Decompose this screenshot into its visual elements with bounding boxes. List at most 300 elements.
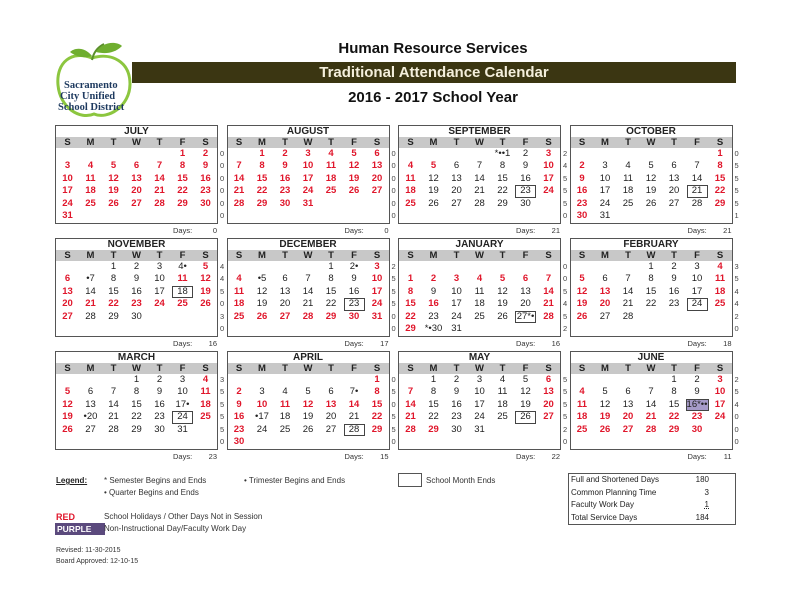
day-number: 8 bbox=[110, 273, 117, 285]
day-cell bbox=[148, 273, 171, 285]
day-number: 26 bbox=[645, 197, 657, 209]
day-number: 30 bbox=[348, 310, 360, 322]
day-number: 8 bbox=[671, 386, 677, 398]
day-number: 20 bbox=[622, 411, 634, 423]
day-number: 24 bbox=[256, 423, 268, 435]
week-count: 0 bbox=[220, 161, 225, 171]
day-number: •20 bbox=[83, 411, 98, 423]
weekday-header bbox=[56, 250, 217, 261]
day-number: 24 bbox=[177, 411, 188, 423]
day-number: 10 bbox=[543, 160, 554, 172]
day-number: 16 bbox=[428, 298, 439, 310]
weekday-label: M bbox=[429, 137, 438, 148]
week-count: 0 bbox=[391, 323, 396, 333]
empty-cell bbox=[366, 436, 389, 448]
day-number: 26 bbox=[576, 310, 588, 322]
week-row bbox=[228, 286, 389, 298]
day-number: 14 bbox=[108, 398, 119, 410]
day-number: 14 bbox=[302, 285, 314, 297]
weekday-label: S bbox=[235, 250, 243, 261]
day-number: 25 bbox=[576, 423, 588, 435]
day-number: 22 bbox=[131, 411, 142, 423]
weekday-label: S bbox=[64, 250, 71, 261]
week-row bbox=[571, 386, 732, 398]
day-cell bbox=[366, 424, 389, 436]
day-number: 8 bbox=[179, 160, 186, 172]
day-cell bbox=[194, 386, 217, 398]
weekday-label: W bbox=[475, 363, 484, 374]
day-number: 2 bbox=[202, 148, 209, 159]
summary-value: 184 bbox=[695, 512, 709, 522]
weekday-label: S bbox=[578, 137, 586, 148]
day-cell bbox=[399, 198, 422, 210]
day-number: 4 bbox=[87, 160, 94, 172]
day-number: 31 bbox=[474, 423, 485, 435]
day-number: 1 bbox=[133, 374, 140, 385]
day-cell bbox=[709, 374, 732, 386]
day-number: 4 bbox=[476, 273, 483, 285]
week-count: 3 bbox=[220, 375, 225, 384]
day-cell bbox=[594, 173, 617, 185]
days-label: Days: bbox=[344, 339, 364, 348]
day-number: 23 bbox=[131, 298, 142, 310]
month-days-total bbox=[688, 226, 732, 236]
board-approved-date: Board Approved: 12-10-15 bbox=[56, 558, 139, 565]
day-cell bbox=[617, 399, 640, 411]
day-cell bbox=[468, 198, 491, 210]
day-number: 17 bbox=[371, 285, 383, 297]
day-cell bbox=[663, 160, 686, 172]
day-cell bbox=[125, 399, 148, 411]
empty-cell bbox=[537, 436, 560, 448]
week-count: 0 bbox=[391, 210, 396, 220]
day-cell bbox=[422, 399, 445, 411]
day-number: 18 bbox=[576, 411, 588, 423]
weekday-label: S bbox=[545, 363, 552, 374]
day-cell bbox=[297, 173, 320, 185]
empty-cell bbox=[709, 436, 732, 448]
day-cell bbox=[56, 173, 79, 185]
legend-purple-label: PURPLE bbox=[55, 523, 105, 535]
day-cell bbox=[709, 273, 732, 285]
day-cell bbox=[445, 160, 468, 172]
week-count: 5 bbox=[563, 387, 568, 397]
day-number: 2 bbox=[236, 386, 242, 398]
days-label: Days: bbox=[687, 452, 707, 461]
weekday-label: W bbox=[132, 363, 141, 374]
day-number: 25 bbox=[622, 197, 634, 209]
weekday-label: M bbox=[258, 363, 266, 374]
day-number: 22 bbox=[325, 298, 337, 310]
day-number: 9 bbox=[282, 160, 288, 172]
day-cell bbox=[514, 160, 537, 172]
empty-cell bbox=[320, 210, 343, 222]
week-row bbox=[56, 399, 217, 411]
empty-cell bbox=[251, 436, 274, 448]
weekday-label: M bbox=[258, 137, 266, 148]
day-number: 11 bbox=[497, 386, 508, 398]
week-count: 4 bbox=[734, 299, 739, 309]
empty-cell bbox=[228, 374, 251, 386]
page-title: Human Resource Services bbox=[338, 40, 528, 57]
day-cell bbox=[125, 298, 148, 310]
day-number: 2 bbox=[522, 148, 529, 159]
day-number: 25 bbox=[233, 310, 245, 322]
empty-cell bbox=[297, 323, 320, 335]
day-number: 26 bbox=[497, 310, 508, 322]
weekday-label: W bbox=[646, 250, 656, 261]
day-number: 19 bbox=[428, 185, 439, 197]
week-row bbox=[571, 198, 732, 210]
empty-cell bbox=[617, 374, 640, 386]
weekday-header bbox=[571, 250, 732, 261]
week-row bbox=[399, 148, 560, 160]
day-cell bbox=[640, 185, 663, 197]
month-end-day-cell bbox=[514, 411, 537, 423]
day-cell bbox=[663, 185, 686, 197]
week-count: 5 bbox=[391, 286, 396, 296]
empty-cell bbox=[491, 424, 514, 436]
day-cell bbox=[399, 424, 422, 436]
week-row bbox=[56, 173, 217, 185]
day-number: 10 bbox=[474, 386, 485, 398]
week-row bbox=[571, 210, 732, 222]
empty-cell bbox=[491, 261, 514, 273]
day-cell bbox=[102, 261, 125, 273]
day-number: 2 bbox=[430, 273, 437, 285]
logo-text-line: Sacramento bbox=[64, 80, 118, 91]
week-count: 0 bbox=[734, 412, 739, 422]
month-name: APRIL bbox=[293, 352, 323, 363]
day-number: 11 bbox=[623, 172, 633, 184]
day-number: 22 bbox=[645, 298, 657, 310]
day-cell bbox=[422, 286, 445, 298]
week-row bbox=[228, 386, 389, 398]
month-days-total bbox=[688, 339, 732, 349]
days-label: Days: bbox=[516, 452, 536, 461]
empty-cell bbox=[422, 436, 445, 448]
day-cell bbox=[468, 160, 491, 172]
day-number: 20 bbox=[668, 185, 680, 197]
empty-cell bbox=[686, 436, 709, 448]
day-number: 14 bbox=[233, 172, 245, 184]
empty-cell bbox=[594, 261, 617, 273]
day-number: 9 bbox=[430, 285, 437, 297]
day-number: 23 bbox=[279, 185, 291, 197]
day-cell bbox=[228, 160, 251, 172]
weekday-label: S bbox=[407, 363, 414, 374]
weekday-label: T bbox=[625, 250, 631, 261]
day-number: 22 bbox=[497, 185, 508, 197]
day-number: 18 bbox=[474, 298, 485, 310]
day-cell bbox=[228, 273, 251, 285]
legend-semester: * Semester Begins and Ends bbox=[104, 476, 207, 485]
day-cell bbox=[686, 386, 709, 398]
day-number: *•30 bbox=[424, 322, 443, 334]
day-number: 26 bbox=[108, 197, 119, 209]
day-number: 15 bbox=[405, 298, 416, 310]
empty-cell bbox=[537, 424, 560, 436]
month-calendar bbox=[227, 125, 390, 224]
day-cell bbox=[194, 160, 217, 172]
week-row bbox=[571, 311, 732, 323]
day-number: 21 bbox=[108, 411, 119, 423]
day-number: 3 bbox=[694, 261, 700, 272]
week-count: 5 bbox=[734, 186, 739, 196]
month-end-day-cell bbox=[514, 311, 537, 323]
day-cell bbox=[594, 286, 617, 298]
day-cell bbox=[709, 298, 732, 310]
day-number: 25 bbox=[177, 298, 188, 310]
week-row bbox=[228, 160, 389, 172]
day-cell bbox=[686, 424, 709, 436]
day-cell bbox=[251, 424, 274, 436]
empty-cell bbox=[399, 374, 422, 386]
day-cell bbox=[399, 386, 422, 398]
empty-cell bbox=[274, 374, 297, 386]
day-cell bbox=[663, 298, 686, 310]
day-cell bbox=[79, 411, 102, 423]
day-number: 4 bbox=[328, 148, 334, 159]
day-cell bbox=[148, 386, 171, 398]
weekday-label: F bbox=[179, 363, 186, 374]
day-cell bbox=[594, 311, 617, 323]
empty-cell bbox=[251, 261, 274, 273]
day-cell bbox=[686, 286, 709, 298]
day-number: •5 bbox=[257, 273, 267, 285]
day-cell bbox=[148, 399, 171, 411]
day-number: 4 bbox=[579, 386, 585, 398]
day-cell bbox=[399, 286, 422, 298]
weekday-label: T bbox=[671, 250, 677, 261]
day-cell bbox=[571, 411, 594, 423]
day-number: 6 bbox=[282, 273, 288, 285]
day-cell bbox=[125, 160, 148, 172]
day-cell bbox=[297, 411, 320, 423]
day-number: 25 bbox=[474, 310, 485, 322]
day-number: 6 bbox=[64, 273, 71, 285]
day-cell bbox=[343, 411, 366, 423]
day-number: 5 bbox=[579, 273, 585, 285]
day-number: 20 bbox=[520, 298, 531, 310]
day-cell bbox=[537, 411, 560, 423]
week-row bbox=[228, 323, 389, 335]
day-number: 12 bbox=[256, 285, 268, 297]
empty-cell bbox=[571, 148, 594, 160]
day-cell bbox=[79, 273, 102, 285]
day-number: •7 bbox=[86, 273, 95, 285]
day-number: 29 bbox=[714, 197, 726, 209]
day-cell bbox=[274, 173, 297, 185]
empty-cell bbox=[663, 323, 686, 335]
week-row bbox=[571, 261, 732, 273]
week-count: 5 bbox=[563, 375, 568, 384]
day-number: 27 bbox=[131, 197, 142, 209]
day-cell bbox=[343, 148, 366, 160]
day-number: 30 bbox=[691, 423, 703, 435]
day-cell bbox=[491, 374, 514, 386]
day-number: 9 bbox=[522, 160, 529, 172]
day-cell bbox=[366, 298, 389, 310]
day-number: 27 bbox=[451, 197, 462, 209]
day-number: 12 bbox=[348, 160, 360, 172]
weekday-label: T bbox=[499, 137, 506, 148]
day-number: 8 bbox=[499, 160, 506, 172]
day-cell bbox=[571, 198, 594, 210]
day-cell bbox=[571, 160, 594, 172]
day-number: 20 bbox=[451, 185, 462, 197]
empty-cell bbox=[56, 148, 79, 160]
day-number: 29 bbox=[108, 310, 119, 322]
day-cell bbox=[686, 374, 709, 386]
day-cell bbox=[228, 424, 251, 436]
day-number: 23 bbox=[576, 197, 588, 209]
summary-label: Common Planning Time bbox=[571, 487, 657, 497]
legend-quarter: • Quarter Begins and Ends bbox=[104, 488, 199, 497]
empty-cell bbox=[297, 261, 320, 273]
day-number: 6 bbox=[374, 148, 380, 159]
day-number: 19 bbox=[599, 411, 611, 423]
summary-label: Full and Shortened Days bbox=[571, 475, 660, 484]
day-number: 23 bbox=[348, 298, 360, 310]
weekday-header bbox=[228, 363, 389, 374]
week-row bbox=[399, 323, 560, 335]
empty-cell bbox=[594, 323, 617, 335]
day-cell bbox=[194, 374, 217, 386]
days-label: Days: bbox=[687, 339, 707, 348]
day-cell bbox=[102, 424, 125, 436]
day-number: 20 bbox=[371, 172, 383, 184]
week-count: 4 bbox=[563, 299, 568, 309]
weekday-label: T bbox=[453, 250, 460, 261]
day-number: 26 bbox=[256, 310, 268, 322]
day-cell bbox=[422, 374, 445, 386]
day-number: 18 bbox=[622, 185, 634, 197]
day-cell bbox=[422, 311, 445, 323]
empty-cell bbox=[320, 374, 343, 386]
weekday-label: T bbox=[625, 363, 631, 374]
day-cell bbox=[171, 173, 194, 185]
empty-cell bbox=[171, 436, 194, 448]
empty-cell bbox=[468, 210, 491, 222]
empty-cell bbox=[663, 148, 686, 160]
weekday-label: T bbox=[328, 363, 334, 374]
weekday-label: T bbox=[282, 250, 288, 261]
day-number: 15 bbox=[108, 285, 119, 297]
empty-cell bbox=[468, 261, 491, 273]
day-cell bbox=[445, 298, 468, 310]
day-number: 19 bbox=[497, 298, 508, 310]
day-number: 19 bbox=[302, 411, 314, 423]
service-days-summary bbox=[568, 473, 736, 525]
day-number: 2 bbox=[671, 261, 677, 272]
week-count: 5 bbox=[563, 173, 568, 183]
day-cell bbox=[709, 173, 732, 185]
empty-cell bbox=[594, 148, 617, 160]
month-end-day-cell bbox=[171, 411, 194, 423]
week-count: 0 bbox=[734, 424, 739, 434]
weekday-label: T bbox=[625, 137, 631, 148]
empty-cell bbox=[194, 424, 217, 436]
empty-cell bbox=[79, 148, 102, 160]
month-end-day-cell bbox=[686, 298, 709, 310]
day-cell bbox=[617, 185, 640, 197]
day-number: 19 bbox=[108, 185, 119, 197]
empty-cell bbox=[640, 210, 663, 222]
days-label: Days: bbox=[687, 226, 707, 235]
day-number: 10 bbox=[714, 386, 726, 398]
day-cell bbox=[343, 311, 366, 323]
day-cell bbox=[617, 160, 640, 172]
day-cell bbox=[297, 386, 320, 398]
week-count: 3 bbox=[734, 262, 739, 271]
day-cell bbox=[594, 185, 617, 197]
month-calendar bbox=[55, 125, 218, 224]
day-cell bbox=[537, 273, 560, 285]
day-cell bbox=[514, 273, 537, 285]
empty-cell bbox=[297, 374, 320, 386]
empty-cell bbox=[274, 261, 297, 273]
week-count: 5 bbox=[220, 424, 225, 434]
day-cell bbox=[171, 148, 194, 160]
weekday-label: M bbox=[86, 250, 95, 261]
empty-cell bbox=[297, 436, 320, 448]
school-year-title: 2016 - 2017 School Year bbox=[348, 89, 518, 106]
day-number: 6 bbox=[671, 160, 677, 172]
day-number: 5 bbox=[351, 148, 357, 159]
day-cell bbox=[468, 311, 491, 323]
day-cell bbox=[194, 185, 217, 197]
day-number: 13 bbox=[325, 398, 337, 410]
day-cell bbox=[102, 160, 125, 172]
day-cell bbox=[686, 411, 709, 423]
day-cell bbox=[686, 273, 709, 285]
empty-cell bbox=[102, 374, 125, 386]
empty-cell bbox=[148, 311, 171, 323]
day-cell bbox=[366, 386, 389, 398]
day-cell bbox=[251, 311, 274, 323]
weekday-header bbox=[228, 137, 389, 148]
day-cell bbox=[125, 198, 148, 210]
day-cell bbox=[56, 273, 79, 285]
day-cell bbox=[274, 185, 297, 197]
day-cell bbox=[640, 261, 663, 273]
day-number: 31 bbox=[371, 310, 383, 322]
day-cell bbox=[445, 198, 468, 210]
day-cell bbox=[148, 198, 171, 210]
day-cell bbox=[663, 198, 686, 210]
week-row bbox=[571, 411, 732, 423]
day-number: 11 bbox=[177, 273, 188, 285]
day-number: 10 bbox=[371, 273, 383, 285]
week-row bbox=[399, 386, 560, 398]
day-number: 17 bbox=[691, 285, 703, 297]
day-number: 10 bbox=[599, 172, 611, 184]
day-cell bbox=[468, 411, 491, 423]
day-cell bbox=[102, 286, 125, 298]
weekday-label: F bbox=[179, 137, 186, 148]
day-number: 20 bbox=[131, 185, 142, 197]
day-number: 6 bbox=[87, 386, 94, 398]
weekday-label: T bbox=[110, 250, 117, 261]
day-cell bbox=[320, 160, 343, 172]
day-number: 18 bbox=[200, 398, 211, 410]
day-number: 18 bbox=[405, 185, 416, 197]
days-value: 16 bbox=[551, 339, 560, 348]
day-number: 23 bbox=[520, 185, 531, 197]
empty-cell bbox=[537, 210, 560, 222]
week-count: 4 bbox=[220, 262, 225, 271]
